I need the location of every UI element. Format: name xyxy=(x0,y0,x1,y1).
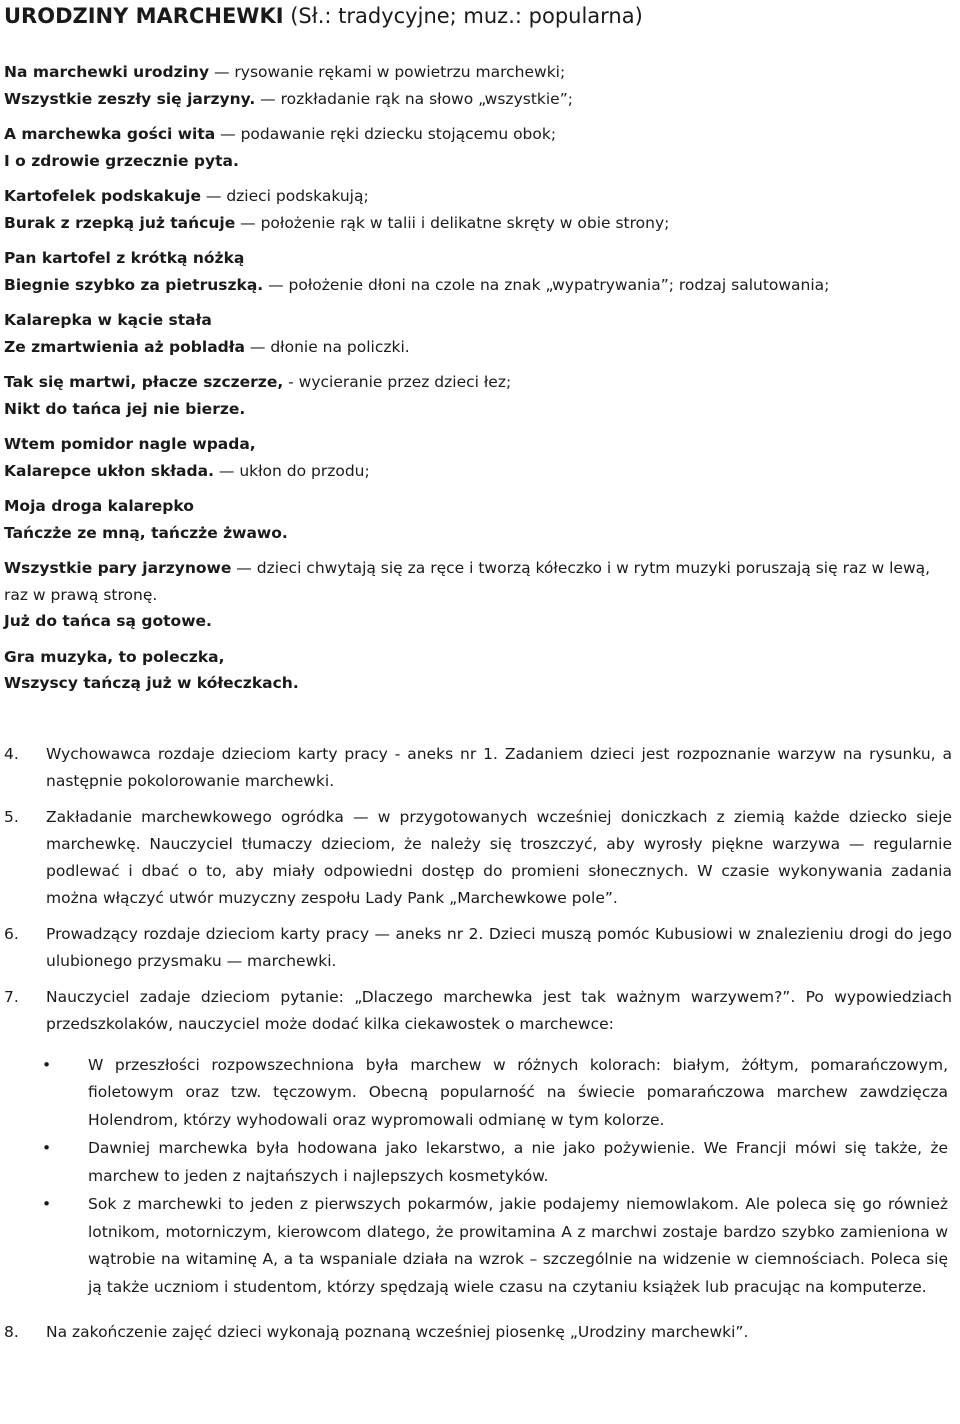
stanza xyxy=(4,555,956,635)
stanza xyxy=(4,431,956,484)
stanza xyxy=(4,59,956,112)
verse-line xyxy=(4,396,956,423)
lyric-text: Moja droga kalarepko xyxy=(4,497,194,515)
verse-line xyxy=(4,86,956,113)
verse-line xyxy=(4,458,956,485)
lyric-text: Wtem pomidor nagle wpada, xyxy=(4,435,256,453)
stanza xyxy=(4,183,956,236)
stanza xyxy=(4,307,956,360)
verse-line xyxy=(4,148,956,175)
movement-instruction: — położenie rąk w talii i delikatne skręty w obie strony; xyxy=(235,213,670,232)
step-item xyxy=(4,921,956,975)
stanza xyxy=(4,245,956,298)
verse-line xyxy=(4,608,956,635)
movement-instruction: — rysowanie rękami w powietrzu marchewki; xyxy=(209,63,566,81)
step-item xyxy=(4,741,956,795)
lyric-text: Ze zmartwienia aż pobladła xyxy=(4,337,245,356)
lyric-text: Wszystkie pary jarzynowe xyxy=(4,559,232,577)
bullet-icon: • xyxy=(42,1195,52,1213)
lyric-text: Na marchewki urodziny xyxy=(4,63,210,81)
song-title-main: URODZINY MARCHEWKI xyxy=(4,4,284,28)
step-number: 8. xyxy=(4,1323,19,1341)
step-text: Wychowawca rozdaje dzieciom karty pracy - aneks nr 1. Zadaniem dzieci jest rozpoznanie warzyw na rysunku, a następnie pokolorowanie marchewki. xyxy=(46,744,952,790)
lyric-text: Wszyscy tańczą już w kółeczkach. xyxy=(4,674,299,692)
verse-line xyxy=(4,210,956,237)
song-title-credits: (Sł.: tradycyjne; muz.: popularna) xyxy=(283,4,643,28)
verse-line xyxy=(4,245,956,272)
verse-line xyxy=(4,644,956,671)
stanza xyxy=(4,369,956,422)
step-item xyxy=(4,804,956,912)
song-title xyxy=(4,0,956,30)
fact-item xyxy=(4,1052,952,1135)
lyric-text: Kalarepce ukłon składa. xyxy=(4,461,214,480)
verse-line xyxy=(4,520,956,547)
step-item xyxy=(4,1319,956,1346)
lyric-text: Gra muzyka, to poleczka, xyxy=(4,647,225,666)
verse-line xyxy=(4,431,956,458)
fact-text: Sok z marchewki to jeden z pierwszych pokarmów, jakie podajemy niemowlakom. Ale poleca się go również lotnikom, motorniczym, kierowcom dlatego, że prowitamina A z marchwi zostaje bardzo szybko zamieniona w wątrobie na witaminę A, a ta wspaniale działa na wzrok – szczególnie na widzenie w ciemnościach. Poleca się ją także uczniom i studentom, którzy spędzają wiele czasu na czytaniu książek lub pracując na komputerze. xyxy=(88,1195,948,1296)
lyric-text: Wszystkie zeszły się jarzyny. xyxy=(4,89,256,108)
lyric-text: Kalarepka w kącie stała xyxy=(4,311,212,329)
verse-line xyxy=(4,121,956,148)
lyric-text: Tak się martwi, płacze szczerze, xyxy=(4,373,284,391)
step-text: Na zakończenie zajęć dzieci wykonają poznaną wcześniej piosenkę „Urodziny marchewki”. xyxy=(46,1323,749,1341)
verse-line xyxy=(4,334,956,361)
lyric-text: Kartofelek podskakuje xyxy=(4,187,201,205)
bullet-icon: • xyxy=(42,1055,52,1074)
bullet-icon: • xyxy=(42,1139,52,1157)
movement-instruction: — dzieci chwytają się za ręce i tworzą kółeczko i w rytm muzyki poruszają się raz w lewą, raz w prawą stronę. xyxy=(4,559,931,604)
verse-line xyxy=(4,369,956,396)
fact-text: W przeszłości rozpowszechniona była marchew w różnych kolorach: białym, żółtym, pomarańczowym, fioletowym oraz tzw. tęczowym. Obecną popularność na świecie pomarańczowa marchew zawdzięcza Holendrom, którzy wyhodowali oraz wypromowali odmianę w tym kolorze. xyxy=(88,1055,948,1129)
step-item xyxy=(4,984,956,1302)
step-text: Nauczyciel zadaje dzieciom pytanie: „Dlaczego marchewka jest tak ważnym warzywem?”. Po wypowiedziach przedszkolaków, nauczyciel może dodać kilka ciekawostek o marchewce: xyxy=(46,987,952,1033)
movement-instruction: — dzieci podskakują; xyxy=(200,187,369,205)
lyric-text: Biegnie szybko za pietruszką. xyxy=(4,275,264,294)
movement-instruction: — podawanie ręki dziecku stojącemu obok; xyxy=(215,125,557,143)
verse-line xyxy=(4,493,956,520)
lyric-text: Już do tańca są gotowe. xyxy=(4,612,212,630)
song-verses xyxy=(4,59,956,697)
lyric-text: I o zdrowie grzecznie pyta. xyxy=(4,151,239,170)
lyric-text: A marchewka gości wita xyxy=(4,125,216,143)
verse-line xyxy=(4,59,956,86)
verse-line xyxy=(4,307,956,334)
movement-instruction: — dłonie na policzki. xyxy=(244,337,410,356)
fact-text: Dawniej marchewka była hodowana jako lekarstwo, a nie jako pożywienie. We Francji mówi się także, że marchew to jeden z najtańszych i najlepszych kosmetyków. xyxy=(88,1139,948,1185)
lyric-text: Nikt do tańca jej nie bierze. xyxy=(4,399,246,418)
step-number: 7. xyxy=(4,987,19,1006)
lesson-steps xyxy=(4,741,956,1347)
fact-item xyxy=(4,1135,952,1190)
carrot-facts-list xyxy=(42,1052,952,1302)
movement-instruction: — ukłon do przodu; xyxy=(213,461,370,480)
verse-line xyxy=(4,272,956,299)
step-number: 5. xyxy=(4,807,19,826)
verse-line xyxy=(4,670,956,697)
lyric-text: Burak z rzepką już tańcuje xyxy=(4,213,236,232)
movement-instruction: — położenie dłoni na czole na znak „wypatrywania”; rodzaj salutowania; xyxy=(263,275,830,294)
stanza xyxy=(4,493,956,546)
movement-instruction: - wycieranie przez dzieci łez; xyxy=(283,373,512,391)
verse-line xyxy=(4,555,956,608)
stanza xyxy=(4,121,956,174)
step-number: 4. xyxy=(4,744,19,763)
lyric-text: Pan kartofel z krótką nóżką xyxy=(4,249,245,267)
verse-line xyxy=(4,183,956,210)
step-text: Prowadzący rozdaje dzieciom karty pracy — aneks nr 2. Dzieci muszą pomóc Kubusiowi w znalezieniu drogi do jego ulubionego przysmaku — marchewki. xyxy=(46,924,952,970)
movement-instruction: — rozkładanie rąk na słowo „wszystkie”; xyxy=(255,89,573,108)
stanza xyxy=(4,644,956,697)
step-text: Zakładanie marchewkowego ogródka — w przygotowanych wcześniej doniczkach z ziemią każde dziecko sieje marchewkę. Nauczyciel tłumaczy dzieciom, że należy się troszczyć, aby wyrosły piękne warzywa — regularnie podlewać i dbać o to, aby miały odpowiedni dostęp do promieni słonecznych. W czasie wykonywania zadania można włączyć utwór muzyczny zespołu Lady Pank „Marchewkowe pole”. xyxy=(46,807,952,907)
fact-item xyxy=(4,1191,952,1301)
step-number: 6. xyxy=(4,924,19,943)
lyric-text: Tańczże ze mną, tańczże żwawo. xyxy=(4,523,288,542)
